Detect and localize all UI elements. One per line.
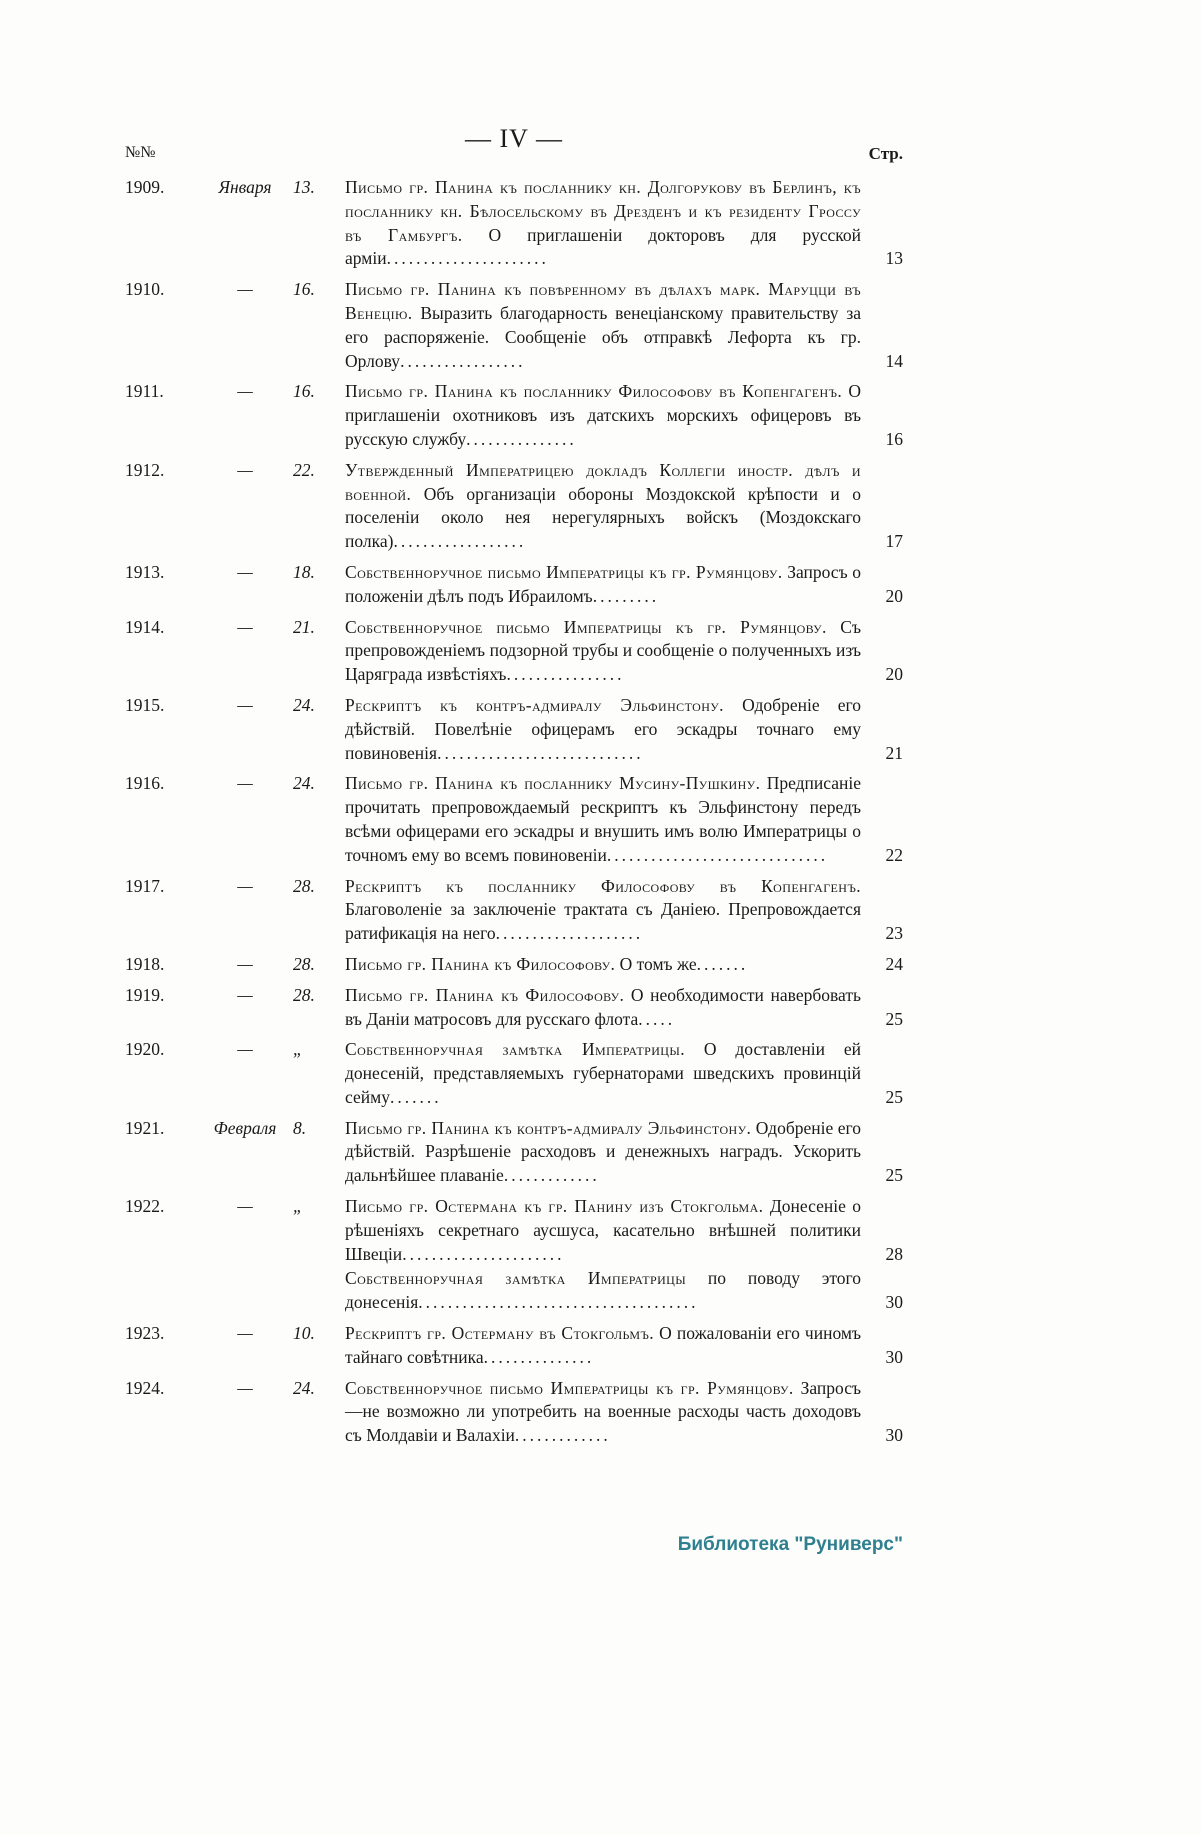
toc-entry: [125, 1195, 903, 1315]
entry-text-lead: Письмо гр. Панина къ посланнику Мусину-Пушкину.: [345, 773, 761, 794]
entry-day: 21.: [293, 616, 315, 637]
entry-month: —: [237, 694, 253, 715]
entry-text-lead: Собственноручная замѣтка Императрицы.: [345, 1039, 685, 1060]
entry-body: [345, 694, 903, 765]
dot-leader: ................: [506, 664, 625, 685]
entry-month: —: [237, 773, 253, 794]
entry-text-rest: О приглашеніи докторовъ для русской арміи: [345, 224, 862, 269]
entry-segment: [345, 984, 903, 1032]
entry-month: —: [237, 875, 253, 896]
entry-day: 24.: [293, 1377, 315, 1398]
entry-text-lead: Письмо гр. Панина къ посланнику Философову въ Копенгагенъ.: [345, 381, 843, 402]
entry-number: 1923.: [125, 1323, 165, 1344]
dot-leader: .....: [638, 1008, 676, 1029]
column-header-page: Стр.: [868, 144, 903, 163]
entry-number: 1921.: [125, 1117, 165, 1138]
entry-text-lead: Утвержденный Императрицею докладъ Коллегіи иностр. дѣлъ и военной.: [345, 459, 861, 504]
entry-day: 22.: [293, 459, 315, 480]
dot-leader: ......................: [402, 1243, 565, 1264]
entry-text-rest: Благоволеніе за заключеніе трактата съ Даніею. Препровождается ратификація на него: [345, 899, 861, 944]
dot-leader: ....................: [495, 923, 644, 944]
entry-text: [345, 616, 861, 687]
page-content: [125, 126, 903, 1455]
page-number-heading: — IV —: [465, 124, 563, 153]
entry-day: 28.: [293, 984, 315, 1005]
entry-body: [345, 1038, 903, 1109]
entry-page-ref: 25: [885, 1008, 903, 1029]
entry-month: —: [237, 279, 253, 300]
entry-page-ref: 30: [885, 1425, 903, 1446]
entry-body: [345, 984, 903, 1032]
entry-text: [345, 561, 861, 609]
entry-number: 1922.: [125, 1196, 165, 1217]
entry-text-lead: Рескриптъ гр. Остерману въ Стокгольмъ.: [345, 1323, 655, 1344]
entry-page-ref: 13: [885, 248, 903, 269]
entry-body: [345, 380, 903, 451]
entry-text: [345, 875, 861, 946]
toc-entry: [125, 1322, 903, 1370]
entry-body: [345, 875, 903, 946]
entry-text-rest: Объ организаціи обороны Моздокской крѣпости и о поселеніи около нея нерегулярныхъ войскъ (Моздокскаго полка): [345, 483, 861, 552]
toc-entry: [125, 380, 903, 451]
entry-segment: [345, 772, 903, 867]
entry-month: —: [237, 1039, 253, 1060]
entry-month: —: [237, 561, 253, 582]
entry-page-ref: 16: [885, 428, 903, 449]
entry-page-ref: 28: [885, 1243, 903, 1264]
entry-text-rest: Одобреніе его дѣйствій. Разрѣшеніе расходовъ и денежныхъ наградъ. Ускорить дальнѣйшее плаваніе: [345, 1117, 861, 1186]
entry-day: 28.: [293, 875, 315, 896]
entry-number: 1920.: [125, 1039, 165, 1060]
dot-leader: ..............................: [606, 844, 829, 865]
entry-segment: [345, 459, 903, 554]
entry-body: [345, 616, 903, 687]
entry-day: 10.: [293, 1323, 315, 1344]
entry-month: —: [237, 616, 253, 637]
toc-entry: [125, 953, 903, 977]
toc-entry: [125, 984, 903, 1032]
entry-page-ref: 20: [885, 585, 903, 606]
entry-number: 1909.: [125, 177, 165, 197]
dot-leader: .........: [592, 585, 660, 606]
entry-month: —: [237, 1377, 253, 1398]
entry-number: 1917.: [125, 875, 165, 896]
entry-text-rest: О приглашеніи охотниковъ изъ датскихъ морскихъ офицеровъ въ русскую службу: [345, 381, 861, 449]
entry-text-rest: Запросъ—не возможно ли употребить на военные расходы часть доходовъ съ Молдавіи и Валахіи: [345, 1377, 862, 1446]
entry-text: [345, 278, 861, 373]
entry-text: [345, 459, 861, 554]
entry-month: —: [237, 953, 253, 974]
entry-segment: [345, 278, 903, 373]
entry-text: [345, 1267, 861, 1315]
toc-entry: [125, 1038, 903, 1109]
entry-day: 18.: [293, 561, 315, 582]
entry-text-lead: Собственноручное письмо Императрицы къ гр. Румянцову.: [345, 616, 827, 637]
entry-text-lead: Рескриптъ къ посланнику Философову въ Копенгагенъ.: [345, 875, 861, 896]
entry-text-rest: О доставленіи ей донесеній, представляемыхъ губернаторами шведскихъ провинцій сейму: [345, 1039, 861, 1107]
entry-day: 16.: [293, 279, 315, 300]
entry-text-lead: Собственноручное письмо Императрицы къ гр. Румянцову.: [345, 1377, 794, 1398]
entry-text-rest: О необходимости навербовать въ Даніи матросовъ для русскаго флота: [345, 984, 861, 1029]
entry-day: 28.: [293, 953, 315, 974]
entry-text-lead: Письмо гр. Панина къ Философову.: [345, 953, 616, 974]
entry-day: 16.: [293, 381, 315, 402]
entry-body: [345, 1322, 903, 1370]
entry-text: [345, 984, 861, 1032]
entry-text: [345, 953, 861, 977]
entry-text-rest: О пожалованіи его чиномъ тайнаго совѣтника: [345, 1323, 861, 1367]
dot-leader: ......................: [386, 248, 549, 269]
entry-text-rest: Предписаніе прочитать препровождаемый рескриптъ къ Эльфинстону передъ всѣми офицерами его эскадры и внушить имъ волю Императрицы о точномъ ему во всемъ повиновеніи: [345, 773, 861, 865]
entry-month: Января: [218, 177, 272, 197]
entry-body: [345, 176, 903, 271]
dot-leader: .............: [503, 1165, 600, 1186]
toc-entry: [125, 772, 903, 867]
entry-body: [345, 1195, 903, 1315]
toc-entry: [125, 459, 903, 554]
entry-segment: [345, 875, 903, 946]
entry-body: [345, 278, 903, 373]
entry-segment: [345, 176, 903, 271]
dot-leader: .......: [389, 1086, 442, 1107]
entry-day: 24.: [293, 694, 315, 715]
entry-body: [345, 459, 903, 554]
entry-text: [345, 1377, 861, 1448]
library-watermark: Библиотека "Руниверс": [677, 1534, 903, 1555]
entry-day: 24.: [293, 773, 315, 794]
entry-page-ref: 23: [885, 923, 903, 944]
entry-day: 13.: [293, 177, 315, 197]
toc-entry: [125, 176, 903, 271]
entry-segment: [345, 1267, 903, 1315]
entry-day: 8.: [293, 1117, 307, 1138]
entry-page-ref: 30: [885, 1292, 903, 1313]
entry-page-ref: 17: [885, 531, 903, 552]
dot-leader: .......: [696, 953, 749, 974]
entry-page-ref: 22: [885, 844, 903, 865]
entry-segment: [345, 616, 903, 687]
entry-body: [345, 1117, 903, 1188]
entry-segment: [345, 1377, 903, 1448]
entry-text-lead: Письмо гр. Панина къ посланнику кн. Долгорукову въ Берлинъ, къ посланнику кн. Бѣлосельскому въ Дрезденъ и къ резиденту Гроссу въ Гамбургъ.: [345, 177, 861, 245]
entry-text-lead: Письмо гр. Панина къ повѣренному въ дѣлахъ марк. Маруцци въ Венецію.: [345, 279, 861, 323]
toc-entry: [125, 561, 903, 609]
entry-month: —: [237, 1196, 253, 1217]
entry-segment: [345, 1322, 903, 1370]
entry-text-rest: О томъ же: [615, 953, 697, 974]
entry-month: Февраля: [213, 1117, 277, 1138]
entry-text-rest: Запросъ о положеніи дѣлъ подъ Ибраиломъ: [345, 561, 862, 606]
entry-text-lead: Письмо гр. Панина къ контръ-адмиралу Эльфинстону.: [345, 1117, 752, 1138]
entry-text-rest: Донесеніе о рѣшеніяхъ секретнаго аусшуса, касательно внѣшней политики Швеціи: [345, 1196, 862, 1264]
entry-month: —: [237, 459, 253, 480]
toc-entry: [125, 1117, 903, 1188]
dot-leader: ...............: [466, 428, 577, 449]
entry-day: „: [293, 1196, 303, 1217]
toc-entry: [125, 278, 903, 373]
entry-page-ref: 24: [885, 953, 903, 974]
entry-month: —: [237, 381, 253, 402]
entry-number: 1915.: [125, 694, 165, 715]
entry-number: 1912.: [125, 459, 165, 480]
entry-text: [345, 1038, 861, 1109]
entry-page-ref: 30: [885, 1346, 903, 1367]
entry-text: [345, 772, 861, 867]
entry-text-rest: Выразить благодарность венеціанскому правительству за его распоряженіе. Сообщеніе объ отправкѣ Лефорта къ гр. Орлову: [345, 302, 861, 371]
entry-text: [345, 1195, 861, 1266]
dot-leader: ..................: [393, 531, 527, 552]
entry-page-ref: 14: [885, 350, 903, 371]
entry-body: [345, 1377, 903, 1448]
dot-leader: ......................................: [418, 1292, 699, 1313]
entry-text-lead: Собственноручная замѣтка Императрицы: [345, 1268, 687, 1289]
entry-text-rest: по поводу этого донесенія: [345, 1268, 861, 1313]
entry-number: 1918.: [125, 953, 165, 974]
entry-segment: [345, 694, 903, 765]
toc-entry: [125, 875, 903, 946]
entry-number: 1910.: [125, 279, 165, 300]
entry-page-ref: 25: [885, 1165, 903, 1186]
entry-text-lead: Письмо гр. Остермана къ гр. Панину изъ Стокгольма.: [345, 1196, 764, 1217]
entry-text-lead: Собственноручное письмо Императрицы къ гр. Румянцову.: [345, 561, 783, 582]
entry-number: 1919.: [125, 984, 165, 1005]
entry-text: [345, 1322, 861, 1370]
toc-entry: [125, 694, 903, 765]
entry-body: [345, 561, 903, 609]
entry-text: [345, 694, 861, 765]
dot-leader: .............: [514, 1425, 611, 1446]
entry-number: 1911.: [125, 381, 164, 402]
entry-text: [345, 380, 861, 451]
column-header-numbers: №№: [125, 144, 156, 161]
entry-text-lead: Рескриптъ къ контръ-адмиралу Эльфинстону.: [345, 694, 724, 715]
entry-segment: [345, 1117, 903, 1188]
entry-month: —: [237, 984, 253, 1005]
entry-page-ref: 25: [885, 1086, 903, 1107]
entry-segment: [345, 953, 903, 977]
entry-page-ref: 20: [885, 664, 903, 685]
entry-segment: [345, 1195, 903, 1266]
entry-number: 1914.: [125, 616, 165, 637]
toc-entry: [125, 1377, 903, 1448]
entry-text-rest: Съ препровожденіемъ подзорной трубы и сообщеніе о полученныхъ изъ Царяграда извѣстіяхъ: [345, 616, 861, 685]
entry-text-lead: Письмо гр. Панина къ Философову.: [345, 984, 625, 1005]
dot-leader: ............................: [437, 742, 644, 763]
entry-number: 1913.: [125, 561, 165, 582]
entry-page-ref: 21: [885, 742, 903, 763]
entry-text: [345, 1117, 861, 1188]
entry-body: [345, 953, 903, 977]
entry-body: [345, 772, 903, 867]
entry-text: [345, 176, 861, 271]
entry-day: „: [293, 1039, 303, 1060]
entry-text-rest: Одобреніе его дѣйствій. Повелѣніе офицерамъ его эскадры точнаго ему повиновенія: [345, 694, 861, 763]
entry-segment: [345, 561, 903, 609]
toc-entries: [125, 176, 903, 1448]
dot-leader: .................: [400, 350, 526, 371]
dot-leader: ...............: [483, 1346, 595, 1367]
entry-number: 1924.: [125, 1377, 165, 1398]
entry-segment: [345, 380, 903, 451]
entry-number: 1916.: [125, 773, 165, 794]
toc-entry: [125, 616, 903, 687]
entry-month: —: [237, 1323, 253, 1344]
entry-segment: [345, 1038, 903, 1109]
